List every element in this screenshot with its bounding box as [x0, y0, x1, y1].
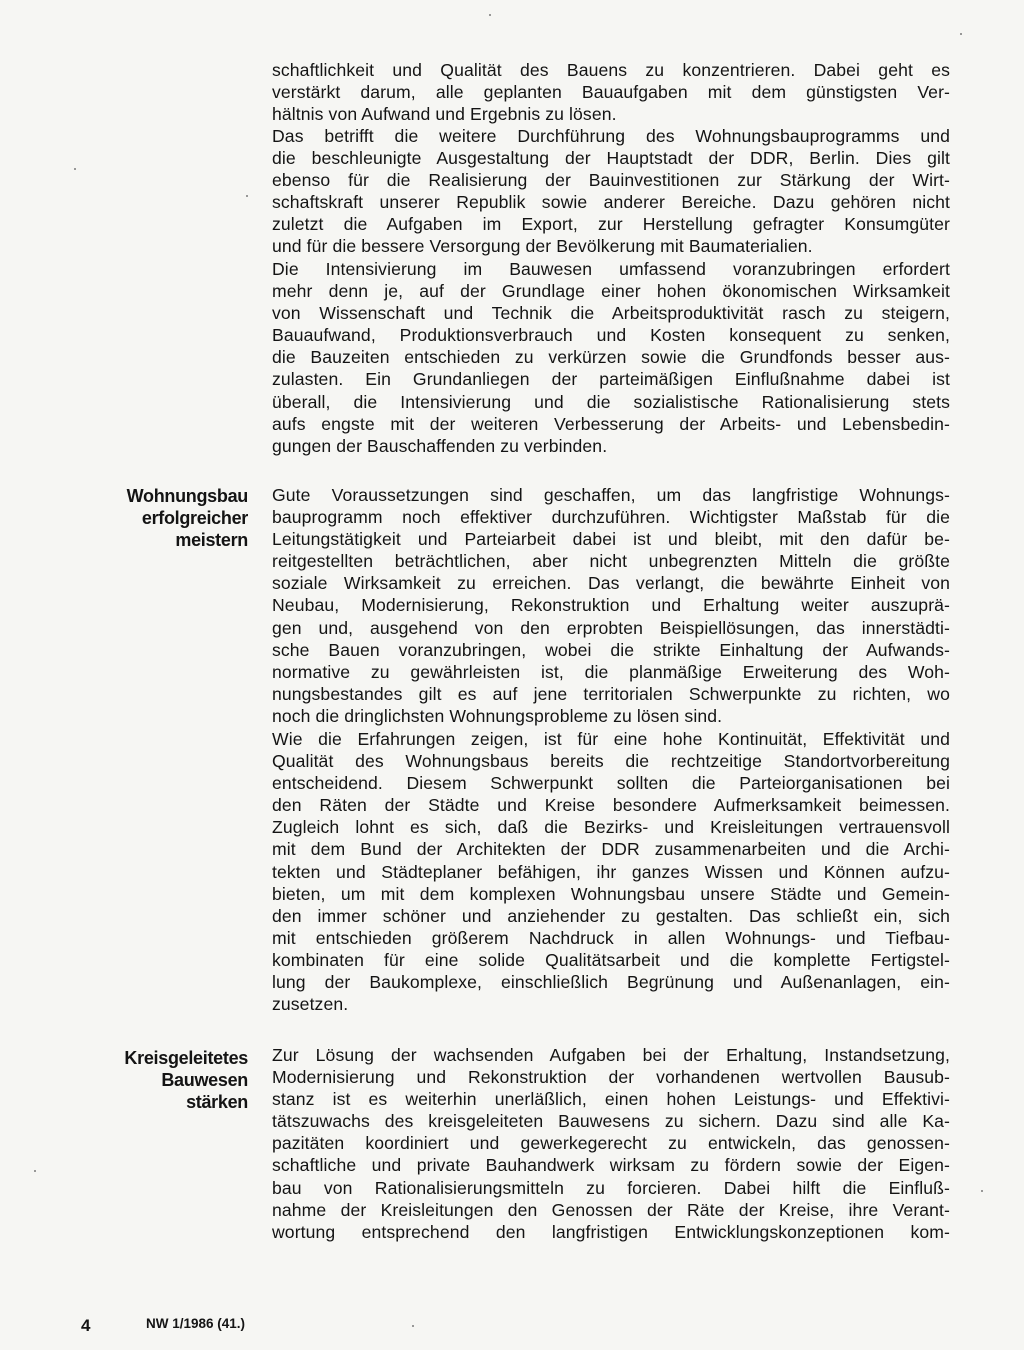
scan-speck [74, 168, 76, 170]
text-line: stanz ist es weiterhin unerläßlich, einen hohen Leistungs- und Effektivi- [272, 1089, 950, 1110]
text-line: gungen der Bauschaffenden zu verbinden. [272, 435, 608, 456]
text-line: Qualität des Wohnungsbaus bereits die rechtzeitige Standortvorbereitung [272, 751, 950, 772]
paragraph [272, 125, 950, 258]
side-heading-line: Kreisgeleitetes [124, 1048, 248, 1068]
scan-speck [981, 1190, 983, 1192]
paragraph [272, 728, 950, 1015]
side-heading-line: erfolgreicher [141, 508, 248, 528]
side-heading-line: Bauwesen [161, 1070, 248, 1090]
text-line: mit dem Bund der Architekten der DDR zusammenarbeiten und die Archi- [272, 839, 950, 860]
text-line: reitgestellten beträchtlichen, aber nicht unbegrenzten Mitteln die größte [272, 551, 950, 572]
scan-speck [412, 1325, 414, 1327]
scan-speck [34, 1170, 36, 1172]
scan-speck [489, 14, 491, 16]
text-line: schaftlichkeit und Qualität des Bauens zu konzentrieren. Dabei geht es [272, 60, 950, 80]
text-line: zuletzt die Aufgaben im Export, zur Herstellung gefragter Konsumgüter [272, 214, 950, 235]
text-line: den immer schöner und anziehender zu gestalten. Das schließt ein, sich [272, 905, 950, 926]
scan-speck [246, 195, 248, 197]
text-line: zusetzen. [272, 994, 349, 1015]
text-line: nahme der Kreisleitungen den Genossen der Räte der Kreise, ihre Verant- [272, 1199, 950, 1220]
text-line: gen und, ausgehend von den erprobten Beispiellösungen, das innerstädti- [272, 617, 950, 638]
text-line: soziale Wirksamkeit zu erreichen. Das verlangt, die bewährte Einheit von [272, 573, 950, 594]
text-line: bauprogramm noch effektiver durchzuführen. Wichtigster Maßstab für die [272, 507, 950, 528]
text-line: Neubau, Modernisierung, Rekonstruktion und Erhaltung weiter auszuprä- [272, 595, 950, 616]
side-heading-line: Wohnungsbau [126, 486, 248, 506]
text-line: Bauaufwand, Produktionsverbrauch und Kosten konsequent zu senken, [272, 325, 950, 346]
text-line: sche Bauen voranzubringen, wobei die strikte Einhaltung der Aufwands- [272, 639, 950, 660]
text-line: tätszuwachs des kreisgeleiteten Bauwesens zu sichern. Dazu sind alle Ka- [272, 1111, 950, 1132]
text-line: entscheidend. Diesem Schwerpunkt sollten die Parteiorganisationen bei [272, 773, 950, 794]
text-line: den Räten der Städte und Kreise besondere Aufmerksamkeit beimessen. [272, 795, 950, 816]
text-line: lung der Baukomplexe, einschließlich Begrünung und Außenanlagen, ein- [272, 972, 950, 993]
paragraph [272, 258, 950, 457]
text-line: hältnis von Aufwand und Ergebnis zu lösen. [272, 104, 617, 125]
text-line: verstärkt darum, alle geplanten Bauaufgaben mit dem günstigsten Ver- [272, 82, 950, 103]
text-line: Die Intensivierung im Bauwesen umfassend voranzubringen erfordert [272, 259, 950, 279]
side-heading-line: stärken [186, 1092, 248, 1112]
paragraph-continuation [272, 59, 950, 125]
text-line: mit entschieden größerem Nachdruck in allen Wohnungs- und Tiefbau- [272, 927, 950, 948]
scan-speck [960, 33, 962, 35]
side-heading-kreisgeleitetes [88, 1047, 248, 1113]
text-line: wortung entsprechend den langfristigen Entwicklungskonzeptionen kom- [272, 1221, 950, 1242]
text-line: schaftskraft unserer Republik sowie anderer Bereiche. Dazu gehören nicht [272, 192, 950, 213]
text-line: von Wissenschaft und Technik die Arbeitsproduktivität rasch zu steigern, [272, 303, 950, 324]
paragraph [272, 1044, 950, 1243]
text-line: und für die bessere Versorgung der Bevölkerung mit Baumaterialien. [272, 236, 813, 257]
text-line: Das betrifft die weitere Durchführung des Wohnungsbauprogramms und [272, 126, 950, 146]
side-heading-wohnungsbau [88, 485, 248, 551]
text-line: Wie die Erfahrungen zeigen, ist für eine hohe Kontinuität, Effektivität und [272, 729, 950, 749]
text-line: noch die dringlichsten Wohnungsprobleme zu lösen sind. [272, 705, 723, 726]
text-line: mehr denn je, auf der Grundlage einer hohen ökonomischen Wirksamkeit [272, 281, 950, 302]
text-line: zulasten. Ein Grundanliegen der parteimäßigen Einflußnahme dabei ist [272, 369, 950, 390]
paragraph [272, 484, 950, 727]
text-line: die beschleunigte Ausgestaltung der Hauptstadt der DDR, Berlin. Dies gilt [272, 148, 950, 169]
issue-reference: NW 1/1986 (41.) [146, 1316, 246, 1331]
text-line: überall, die Intensivierung und die sozialistische Rationalisierung stets [272, 391, 950, 412]
text-line: pazitäten koordiniert und gewerkegerecht zu entwickeln, das genossen- [272, 1133, 950, 1154]
text-line: nungsbestandes gilt es auf jene territorialen Schwerpunkte zu richten, wo [272, 683, 950, 704]
text-line: die Bauzeiten entschieden zu verkürzen sowie die Grundfonds besser aus- [272, 347, 950, 368]
text-line: Modernisierung und Rekonstruktion der vorhandenen wertvollen Bausub- [272, 1067, 950, 1088]
text-line: aufs engste mit der weiteren Verbesserung der Arbeits- und Lebensbedin- [272, 413, 950, 434]
text-line: kombinaten für eine solide Qualitätsarbeit und die komplette Fertigstel- [272, 949, 950, 970]
text-line: ebenso für die Realisierung der Bauinvestitionen zur Stärkung der Wirt- [272, 170, 950, 191]
text-line: Zur Lösung der wachsenden Aufgaben bei der Erhaltung, Instandsetzung, [272, 1045, 950, 1065]
text-line: bieten, um mit dem komplexen Wohnungsbau unsere Städte und Gemein- [272, 883, 950, 904]
text-line: normative zu gewährleisten ist, die planmäßige Erweiterung des Woh- [272, 661, 950, 682]
side-heading-line: meistern [175, 530, 248, 550]
text-line: Gute Voraussetzungen sind geschaffen, um das langfristige Wohnungs- [272, 485, 950, 505]
text-line: tekten und Städteplaner befähigen, ihr ganzes Wissen und Können aufzu- [272, 861, 950, 882]
text-line: Zugleich lohnt es sich, daß die Bezirks- und Kreisleitungen vertrauensvoll [272, 817, 950, 838]
text-line: schaftliche und private Bauhandwerk wirksam zu fördern sowie der Eigen- [272, 1155, 950, 1176]
text-line: bau von Rationalisierungsmitteln zu forcieren. Dabei hilft die Einfluß- [272, 1177, 950, 1198]
text-line: Leitungstätigkeit und Parteiarbeit dabei ist und bleibt, mit den dafür be- [272, 529, 950, 550]
page-number: 4 [81, 1316, 91, 1335]
